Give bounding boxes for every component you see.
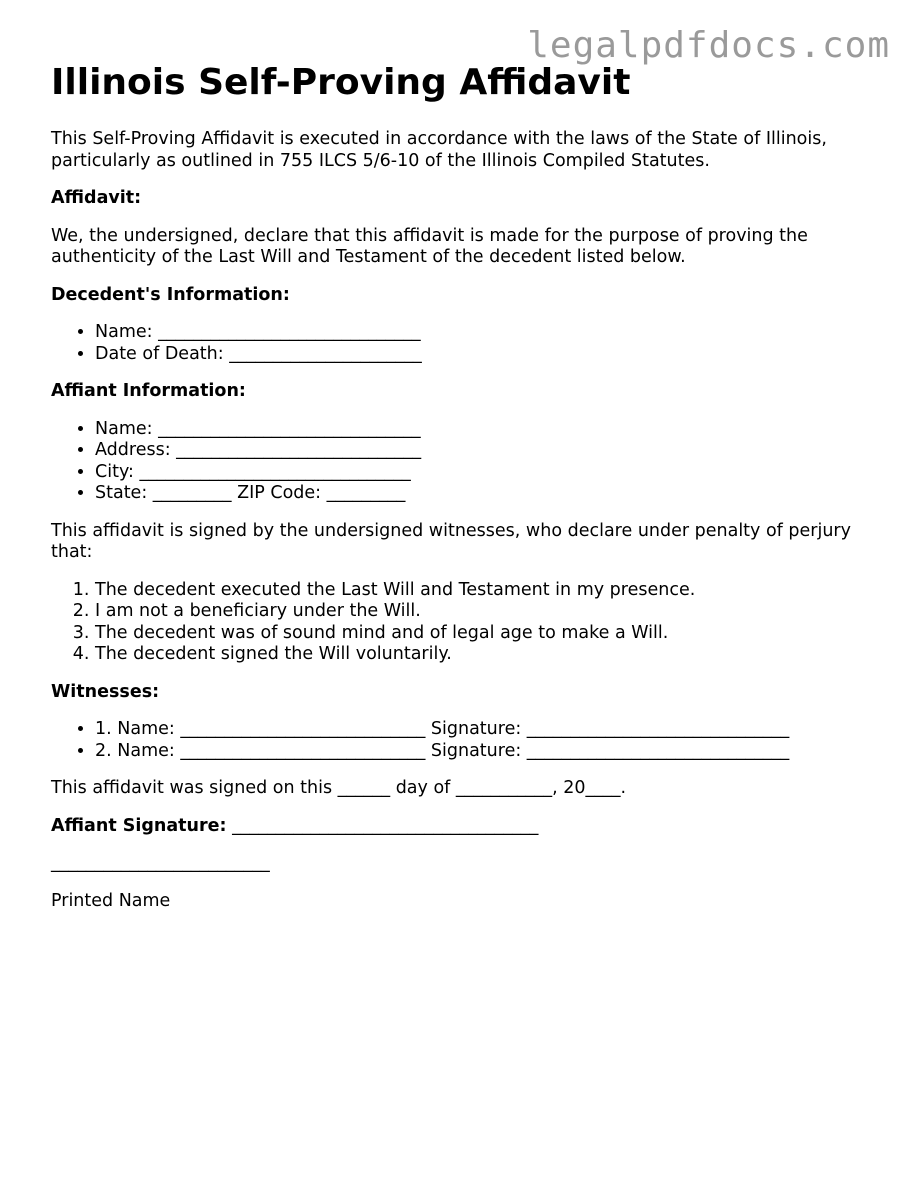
declaration-item: 1. The decedent executed the Last Will and Testament in my presence. bbox=[95, 580, 881, 602]
declaration-item: 2. I am not a beneficiary under the Will. bbox=[95, 601, 881, 623]
decedent-name-field[interactable]: • Name: ______________________________ bbox=[95, 322, 881, 344]
declaration-item: 3. The decedent was of sound mind and of legal age to make a Will. bbox=[95, 623, 881, 645]
affiant-address-field[interactable]: • Address: ____________________________ bbox=[95, 440, 881, 462]
decedent-date-of-death-field[interactable]: • Date of Death: ______________________ bbox=[95, 344, 881, 366]
affiant-city-field[interactable]: • City: _______________________________ bbox=[95, 462, 881, 484]
intro-paragraph: This Self-Proving Affidavit is executed in accordance with the laws of the State of Illinois, particularly as outlined in 755 ILCS 5/6-10 of the Illinois Compiled Statutes. bbox=[51, 129, 827, 171]
affiant-heading: Affiant Information: bbox=[51, 381, 246, 402]
affiant-list bbox=[51, 419, 881, 505]
witnesses-list bbox=[51, 719, 881, 762]
decedent-heading: Decedent's Information: bbox=[51, 284, 290, 305]
decedent-list bbox=[51, 322, 881, 365]
affiant-state-zip-field[interactable]: • State: _________ ZIP Code: _________ bbox=[95, 483, 881, 505]
witness-1-field[interactable]: • 1. Name: ____________________________ Signature: ______________________________ bbox=[95, 719, 881, 741]
document-title: Illinois Self-Proving Affidavit bbox=[51, 62, 631, 103]
affiant-signature-label: Affiant Signature: bbox=[51, 815, 227, 836]
witness-2-field[interactable]: • 2. Name: ____________________________ Signature: ______________________________ bbox=[95, 741, 881, 763]
affidavit-paragraph: We, the undersigned, declare that this affidavit is made for the purpose of proving the authenticity of the Last Will and Testament of the decedent listed below. bbox=[51, 225, 808, 268]
declaration-list bbox=[51, 580, 881, 666]
witnesses-heading: Witnesses: bbox=[51, 681, 160, 702]
printed-name-label: Printed Name bbox=[51, 890, 171, 911]
affiant-name-field[interactable]: • Name: ______________________________ bbox=[95, 419, 881, 441]
declaration-item: 4. The decedent signed the Will voluntarily. bbox=[95, 644, 881, 666]
printed-name-line[interactable]: _________________________ bbox=[51, 853, 270, 874]
declaration-paragraph: This affidavit is signed by the undersigned witnesses, who declare under penalty of perjury that: bbox=[51, 520, 851, 563]
signed-on-field[interactable]: This affidavit was signed on this ______ day of ___________, 20____. bbox=[51, 778, 627, 799]
affiant-signature-line[interactable]: ___________________________________ bbox=[232, 815, 539, 836]
watermark: legalpdfdocs.com bbox=[527, 25, 890, 66]
affidavit-heading: Affidavit: bbox=[51, 188, 142, 209]
document-page bbox=[51, 62, 881, 928]
affiant-signature-row[interactable] bbox=[51, 816, 881, 838]
